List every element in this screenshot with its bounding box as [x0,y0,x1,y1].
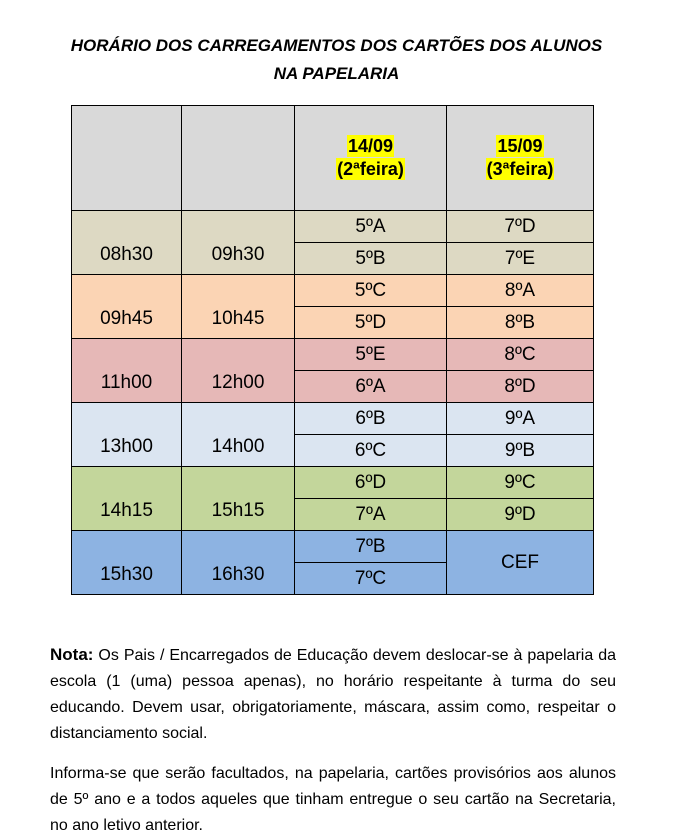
end-time-cell [182,211,295,275]
end-time-cell [182,531,295,595]
end-time-cell [182,403,295,467]
end-time-cell [182,467,295,531]
class-cell: CEF [447,531,594,595]
header-date-1: 14/09 [347,136,394,156]
class-cell: 8ºC [447,339,594,371]
class-cell: 6ºB [295,403,447,435]
end-time: 16h30 [211,564,265,585]
table-row [72,339,594,371]
class-cell: 7ºD [447,211,594,243]
table-row [72,211,594,243]
class-cell: 7ºC [295,563,447,595]
note-paragraph [50,642,616,747]
title-line-2: NA PAPELARIA [273,64,400,83]
class-cell: 7ºA [295,499,447,531]
table-row [72,467,594,499]
start-time-cell [72,339,182,403]
header-day-1 [295,106,447,211]
title-line-1: HORÁRIO DOS CARREGAMENTOS DOS CARTÕES DOS ALUNOS [70,36,603,55]
class-cell: 6ºA [295,371,447,403]
header-row [72,106,594,211]
start-time: 09h45 [100,308,153,329]
class-cell: 6ºD [295,467,447,499]
class-cell: 8ºD [447,371,594,403]
class-cell: 6ºC [295,435,447,467]
note-text: Os Pais / Encarregados de Educação devem deslocar-se à papelaria da escola (1 (uma) pessoa apenas), no horário respeitante à turma do seu educando. Devem usar, obrigatoriamente, máscara, assim como, respeitar o distanciamento social. [50,647,616,742]
class-cell: 5ºC [295,275,447,307]
header-empty-cell [72,106,182,211]
class-cell: 8ºB [447,307,594,339]
class-cell: 5ºE [295,339,447,371]
end-time: 10h45 [211,308,265,329]
start-time: 15h30 [100,564,153,585]
class-cell: 7ºE [447,243,594,275]
document-title [0,32,673,88]
table-row [72,403,594,435]
start-time-cell [72,275,182,339]
class-cell: 5ºD [295,307,447,339]
header-empty-cell [182,106,295,211]
start-time: 14h15 [100,500,153,521]
schedule-table [71,105,594,595]
class-cell: 8ºA [447,275,594,307]
start-time: 13h00 [100,436,153,457]
end-time: 14h00 [211,436,265,457]
class-cell: 5ºA [295,211,447,243]
class-cell: 9ºA [447,403,594,435]
end-time: 12h00 [211,372,265,393]
start-time: 11h00 [100,372,153,393]
end-time-cell [182,339,295,403]
note-label: Nota: [50,645,94,664]
start-time: 08h30 [100,244,153,265]
start-time-cell [72,403,182,467]
header-weekday-2: (3ªfeira) [486,159,554,179]
class-cell: 9ºB [447,435,594,467]
header-day-2 [447,106,594,211]
class-cell: 9ºC [447,467,594,499]
start-time-cell [72,531,182,595]
header-date-2: 15/09 [497,136,543,156]
class-cell: 9ºD [447,499,594,531]
end-time: 09h30 [211,244,265,265]
start-time-cell [72,467,182,531]
class-cell: 5ºB [295,243,447,275]
end-time: 15h15 [211,500,265,521]
start-time-cell [72,211,182,275]
end-time-cell [182,275,295,339]
class-cell: 7ºB [295,531,447,563]
table-row [72,275,594,307]
info-paragraph: Informa-se que serão facultados, na papelaria, cartões provisórios aos alunos de 5º ano e a todos aqueles que tinham entregue o seu cartão na Secretaria, no ano letivo anterior. [50,765,616,834]
table-row [72,531,594,563]
header-weekday-1: (2ªfeira) [337,159,404,179]
